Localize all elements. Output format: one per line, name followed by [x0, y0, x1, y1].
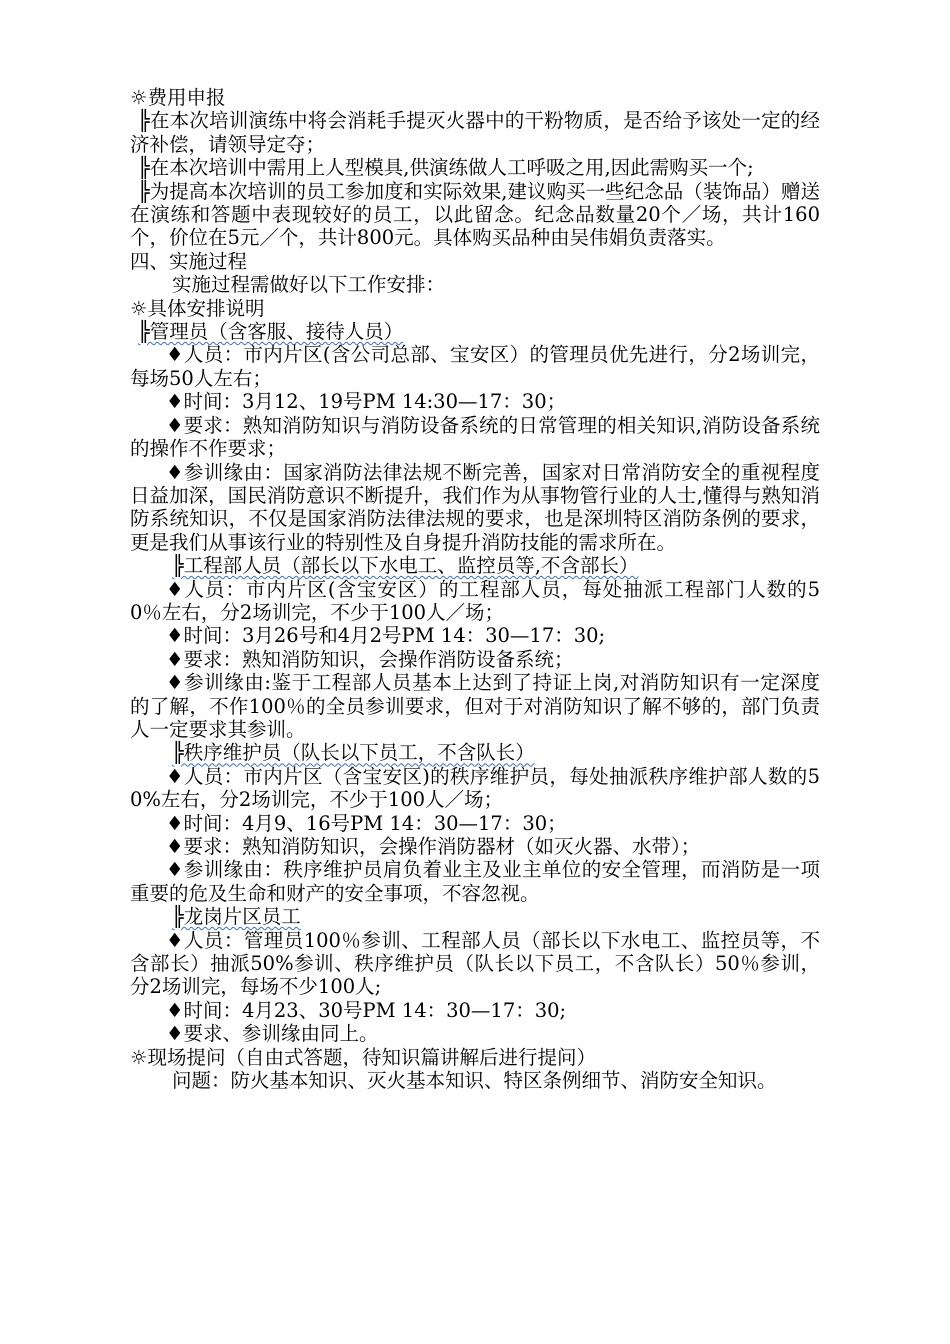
expense-item-souvenirs: ╠为提高本次培训的员工参加度和实际效果,建议购买一些纪念品（装饰品）赠送在演练和答题中表现较好的员工，以此留念。纪念品数量20个／场，共计160个，价位在5元／个，共计800元。具体购买品种由吴伟娟负责落实。: [130, 179, 820, 250]
security-personnel: ♦人员：市内片区（含宝安区)的秩序维护员，每处抽派秩序维护部人数的50%左右，分2场训完，不少于100人／场；: [130, 764, 820, 812]
managers-requirement: ♦要求：熟知消防知识与消防设备系统的日常管理的相关知识,消防设备系统的操作不作要求；: [130, 413, 820, 461]
group-heading-security-text: ╠秩序维护员（队长以下员工，不含队长）: [172, 741, 535, 765]
heading-expense-report: ☼费用申报: [130, 86, 226, 109]
engineering-requirement: ♦要求：熟知消防知识，会操作消防设备系统；: [166, 647, 574, 671]
group-heading-longgang: [130, 905, 820, 928]
group-heading-security: [130, 741, 820, 764]
longgang-requirement: ♦要求、参训缘由同上。: [166, 1022, 379, 1046]
engineering-personnel: ♦人员：市内片区(含宝安区）的工程部人员，每处抽派工程部门人数的50％左右，分2场训完，不少于100人／场；: [130, 577, 820, 624]
managers-time: ♦时间：3月12、19号PM 14:30—17：30；: [166, 390, 567, 414]
group-heading-managers: [130, 320, 820, 343]
security-requirement: ♦要求：熟知消防知识，会操作消防器材（如灭火器、水带）；: [166, 835, 701, 858]
expense-item-dummy: ╠在本次培训中需用上人型模具,供演练做人工呼吸之用,因此需购买一个;: [138, 156, 754, 180]
managers-personnel: ♦人员：市内片区(含公司总部、宝安区）的管理员优先进行，分2场训完，每场50人左右；: [130, 343, 820, 390]
engineering-reason: ♦参训缘由:鉴于工程部人员基本上达到了持证上岗,对消防知识有一定深度的了解，不作100％的全员参训要求，但对于对消防知识了解不够的，部门负责人一定要求其参训。: [130, 671, 820, 741]
heading-onsite-questions: ☼现场提问（自由式答题，待知识篇讲解后进行提问）: [130, 1045, 596, 1069]
longgang-time: ♦时间：4月23、30号PM 14：30—17：30;: [166, 998, 567, 1022]
managers-reason: ♦参训缘由：国家消防法律法规不断完善，国家对日常消防安全的重视程度日益加深，国民消防意识不断提升，我们作为从事物管行业的人士,懂得与熟知消防系统知识，不仅是国家消防法律法规的要求，也是深圳特区消防条例的要求，更是我们从事该行业的特别性及自身提升消防技能的需求所在。: [130, 460, 820, 554]
security-reason: ♦参训缘由：秩序维护员肩负着业主及业主单位的安全管理，而消防是一项重要的危及生命和财产的安全事项，不容忽视。: [130, 858, 820, 905]
engineering-time: ♦时间：3月26号和4月2号PM 14：30—17：30;: [166, 624, 606, 648]
heading-arrangement: ☼具体安排说明: [130, 296, 265, 320]
security-time: ♦时间：4月9、16号PM 14：30—17：30；: [166, 811, 567, 835]
longgang-personnel: ♦人员：管理员100％参训、工程部人员（部长以下水电工、监控员等，不含部长）抽派50%参训、秩序维护员（队长以下员工，不含队长）50％参训，分2场训完，每场不少100人;: [130, 928, 820, 999]
group-heading-engineering-text: ╠工程部人员（部长以下水电工、监控员等,不含部长）: [172, 554, 639, 578]
group-heading-engineering: [130, 554, 820, 577]
document-body: [130, 86, 820, 1092]
implementation-intro: 实施过程需做好以下工作安排：: [172, 273, 446, 297]
group-heading-managers-text: ╠管理员（含客服、接待人员）: [138, 320, 404, 344]
section-heading-implementation: 四、实施过程: [130, 249, 248, 273]
group-heading-longgang-text: ╠龙岗片区员工: [172, 905, 301, 929]
expense-item-extinguisher: ╠在本次培训演练中将会消耗手提灭火器中的干粉物质，是否给予该处一定的经济补偿，请领导定夺；: [130, 109, 820, 156]
questions-topics: 问题：防火基本知识、灭火基本知识、特区条例细节、消防安全知识。: [172, 1069, 777, 1093]
